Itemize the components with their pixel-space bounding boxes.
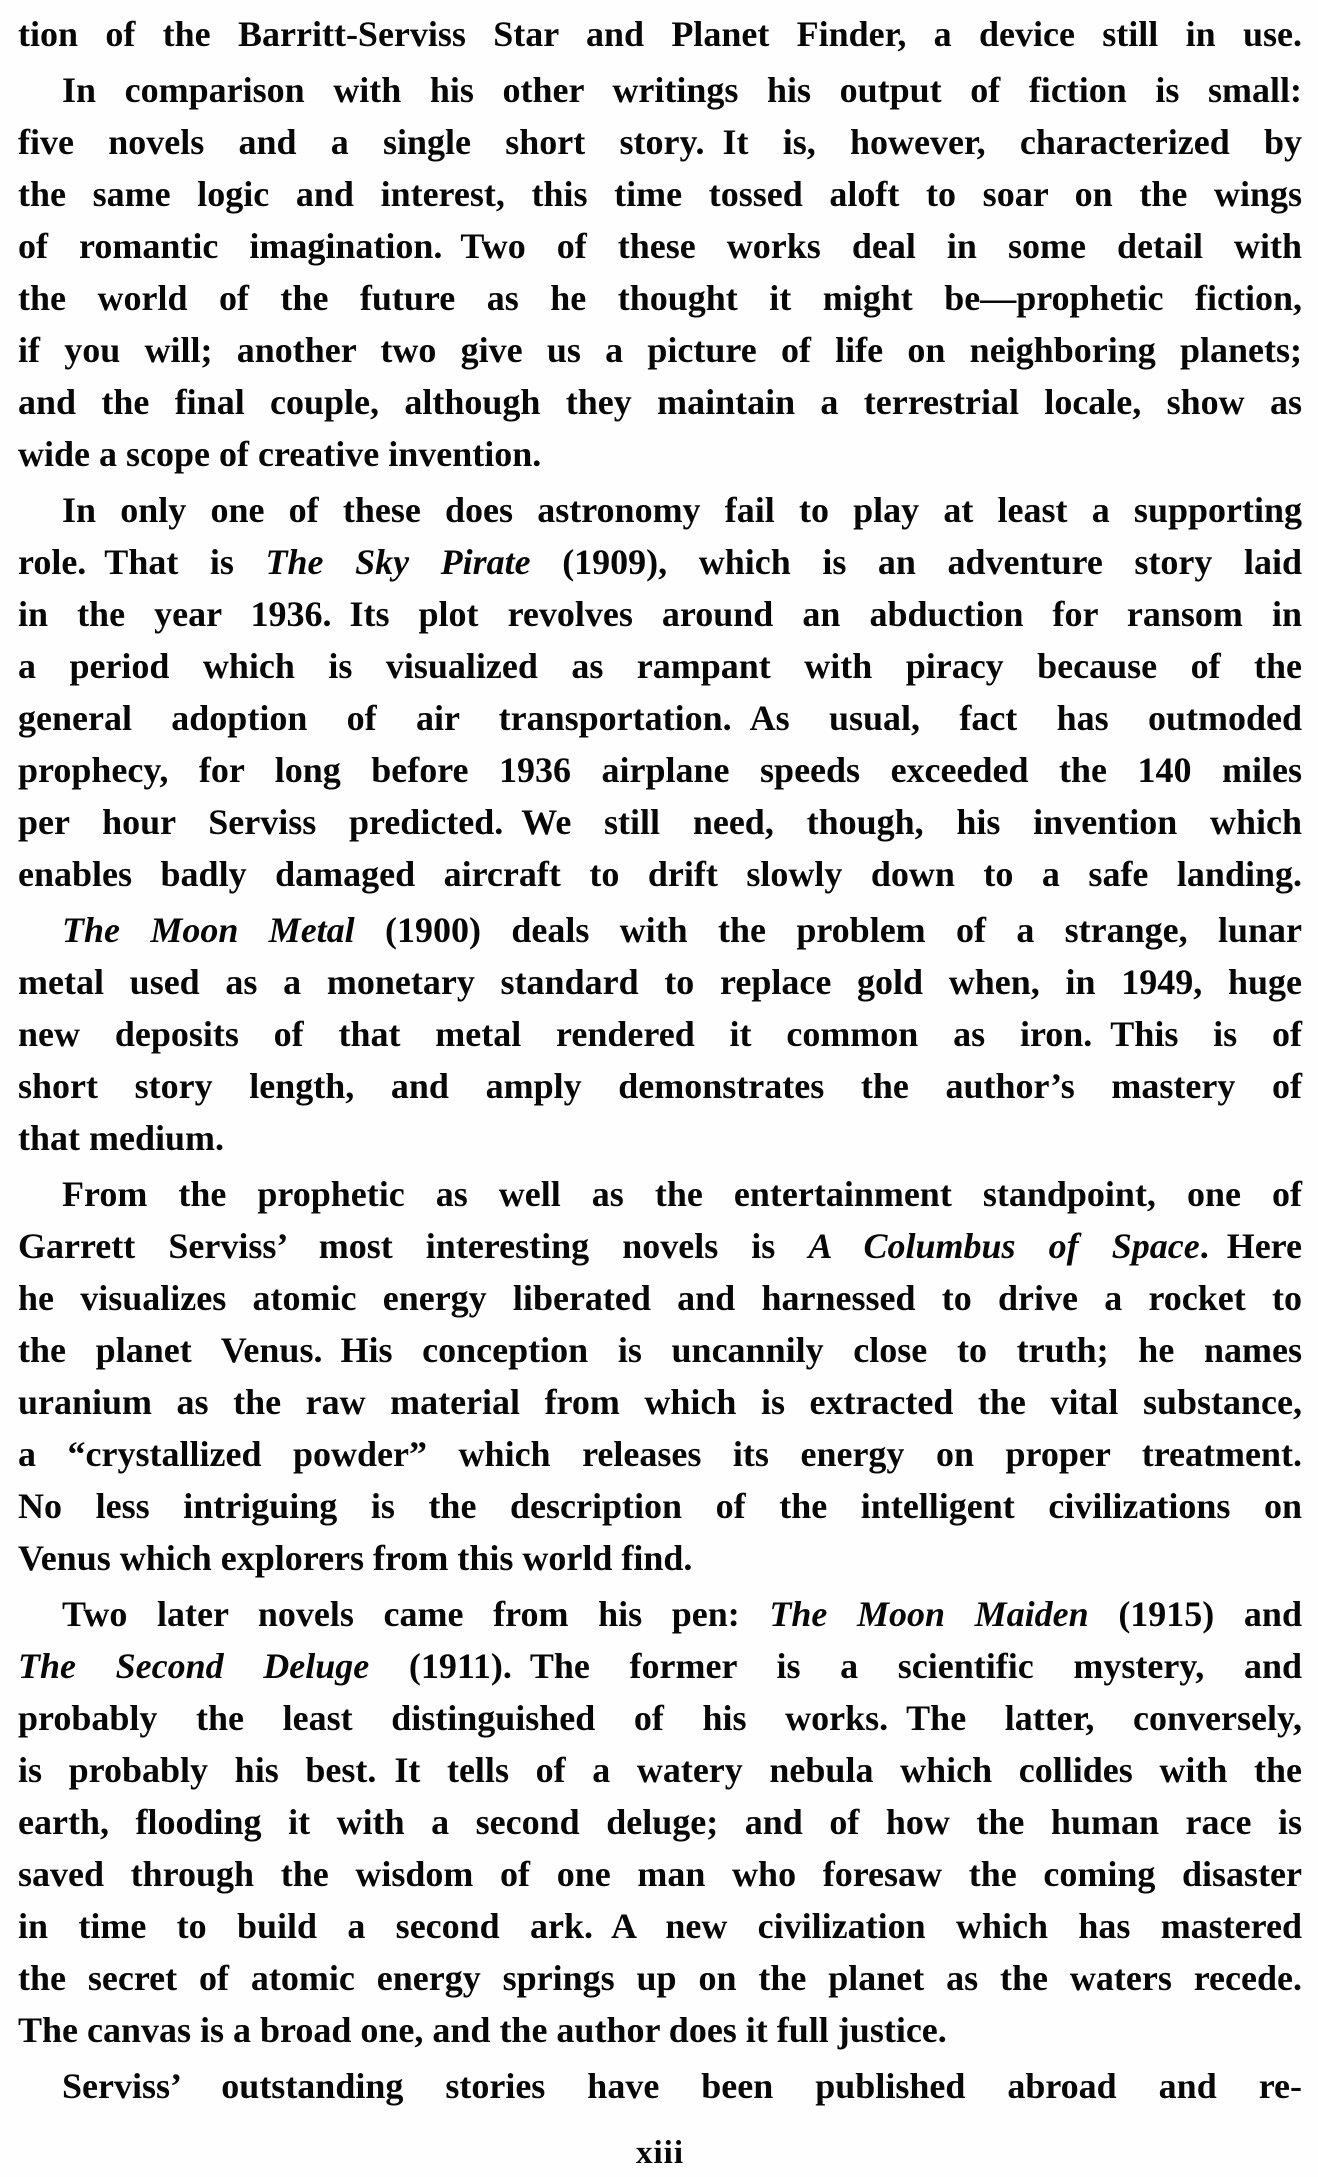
text-line [18,1376,1302,1428]
text-line [18,1324,1302,1376]
text-segment: tion of the Barritt-Serviss Star and Planet Finder, a device still in use. [18,14,1302,54]
text-line [18,1796,1302,1848]
text-line [18,848,1302,900]
book-title-italic: The Second Deluge [18,1646,370,1686]
text-line [18,1112,1302,1164]
text-line [18,272,1302,324]
paragraph [18,8,1302,60]
text-segment: in the year 1936. Its plot revolves around an abduction for ransom in [18,594,1302,634]
text-segment: (1909), which is an adventure story laid [530,542,1303,582]
text-line [18,168,1302,220]
text-line [18,588,1302,640]
text-segment: (1900) deals with the problem of a strange, lunar [354,910,1302,950]
text-line [18,1848,1302,1900]
text-segment: earth, flooding it with a second deluge; and of how the human race is [18,1802,1302,1842]
text-segment: he visualizes atomic energy liberated and harnessed to drive a rocket to [18,1278,1302,1318]
text-segment: if you will; another two give us a picture of life on neighboring planets; [18,330,1302,370]
text-line [18,220,1302,272]
text-line [18,1060,1302,1112]
text-segment: the same logic and interest, this time tossed aloft to soar on the wings [18,174,1302,214]
text-segment: that medium. [18,1118,224,1158]
book-title-italic: A Columbus of Space [808,1226,1200,1266]
text-segment: the world of the future as he thought it might be—prophetic fiction, [18,278,1302,318]
text-segment: probably the least distinguished of his works. The latter, conversely, [18,1698,1302,1738]
text-segment: Garrett Serviss’ most interesting novels is [18,1226,809,1266]
text-segment: Two later novels came from his pen: [62,1594,770,1634]
text-block [18,8,1302,2112]
text-line [18,1220,1302,1272]
text-segment: prophecy, for long before 1936 airplane speeds exceeded the 140 miles [18,750,1302,790]
text-line [18,324,1302,376]
text-segment: (1911). The former is a scientific mystery, and [369,1646,1302,1686]
text-line [18,1008,1302,1060]
text-segment: in time to build a second ark. A new civilization which has mastered [18,1906,1302,1946]
book-title-italic: The Sky Pirate [265,542,531,582]
text-line [18,2060,1302,2112]
text-segment: enables badly damaged aircraft to drift slowly down to a safe landing. [18,854,1302,894]
page-number: xiii [635,2135,684,2171]
paragraph [18,484,1302,900]
text-segment: short story length, and amply demonstrates the author’s mastery of [18,1066,1302,1106]
text-segment: a “crystallized powder” which releases its energy on proper treatment. [18,1434,1302,1474]
text-line [18,1272,1302,1324]
paragraph [18,64,1302,480]
text-line [18,64,1302,116]
text-segment: In only one of these does astronomy fail to play at least a supporting [62,490,1302,530]
text-segment: a period which is visualized as rampant with piracy because of the [18,646,1302,686]
text-line [18,1588,1302,1640]
text-segment: . Here [1199,1226,1302,1266]
text-segment: No less intriguing is the description of the intelligent civilizations on [18,1486,1302,1526]
text-line [18,1168,1302,1220]
text-line [18,1532,1302,1584]
text-line [18,1480,1302,1532]
text-segment: The canvas is a broad one, and the author does it full justice. [18,2010,947,2050]
text-line [18,2004,1302,2056]
text-segment: (1915) and [1088,1594,1302,1634]
text-segment: saved through the wisdom of one man who foresaw the coming disaster [18,1854,1302,1894]
text-line [18,484,1302,536]
text-line [18,744,1302,796]
text-segment: five novels and a single short story. It is, however, characterized by [18,122,1302,162]
text-line [18,1744,1302,1796]
text-line [18,796,1302,848]
text-line [18,956,1302,1008]
text-segment: From the prophetic as well as the entertainment standpoint, one of [62,1174,1302,1214]
text-line [18,692,1302,744]
text-segment: the planet Venus. His conception is uncannily close to truth; he names [18,1330,1302,1370]
text-line [18,536,1302,588]
text-line [18,1640,1302,1692]
text-line [18,428,1302,480]
paragraph [18,1588,1302,2056]
text-segment: wide a scope of creative invention. [18,434,542,474]
text-segment: Serviss’ outstanding stories have been published abroad and re- [62,2066,1302,2106]
text-line [18,1900,1302,1952]
paragraph [18,904,1302,1164]
text-segment: role. That is [18,542,266,582]
text-segment: Venus which explorers from this world find. [18,1538,693,1578]
text-segment: per hour Serviss predicted. We still need, though, his invention which [18,802,1302,842]
text-segment: of romantic imagination. Two of these works deal in some detail with [18,226,1302,266]
text-segment: general adoption of air transportation. As usual, fact has outmoded [18,698,1302,738]
text-segment: and the final couple, although they maintain a terrestrial locale, show as [18,382,1302,422]
text-line [18,376,1302,428]
paragraph [18,1168,1302,1584]
text-segment: is probably his best. It tells of a watery nebula which collides with the [18,1750,1302,1790]
text-line [18,1692,1302,1744]
text-segment: uranium as the raw material from which is extracted the vital substance, [18,1382,1302,1422]
text-line [18,1952,1302,2004]
text-line [18,640,1302,692]
book-title-italic: The Moon Maiden [769,1594,1089,1634]
text-line [18,8,1302,60]
text-segment: the secret of atomic energy springs up on the planet as the waters recede. [18,1958,1302,1998]
paragraph [18,2060,1302,2112]
text-segment: metal used as a monetary standard to replace gold when, in 1949, huge [18,962,1302,1002]
text-line [18,116,1302,168]
text-segment: In comparison with his other writings his output of fiction is small: [62,70,1302,110]
book-title-italic: The Moon Metal [62,910,355,950]
text-line [18,1428,1302,1480]
text-line [18,904,1302,956]
text-segment: new deposits of that metal rendered it common as iron. This is of [18,1014,1302,1054]
